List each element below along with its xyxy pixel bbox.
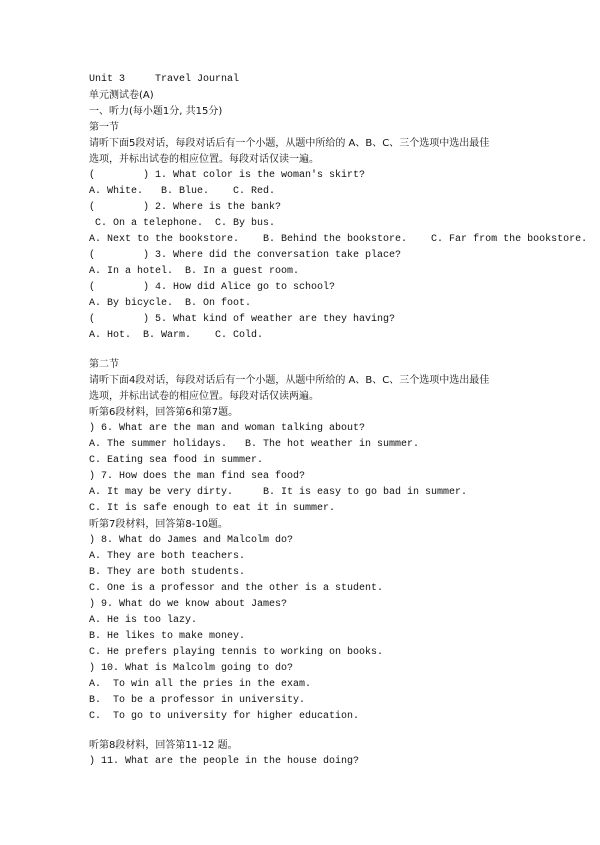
question-6: ) 6. What are the man and woman talking about? (89, 423, 366, 434)
question-9-option-a: A. He is too lazy. (89, 615, 198, 626)
question-8-option-c: C. One is a professor and the other is a student. (89, 583, 384, 594)
part2-heading: 第二节 (89, 359, 119, 370)
unit-title: Unit 3 Travel Journal (89, 74, 240, 85)
part1-instruction-line2: 选项，并标出试卷的相应位置。每段对话仅读一遍。 (89, 154, 319, 165)
question-2-options-b: A. Next to the bookstore. B. Behind the bookstore. C. Far from the bookstore. (89, 234, 588, 245)
part2-instruction-line2: 选项，并标出试卷的相应位置。每段对话仅读两遍。 (89, 391, 319, 402)
test-subtitle: 单元测试卷(A) (89, 90, 154, 101)
question-10-option-c: C. To go to university for higher education. (89, 711, 360, 722)
question-6-options-ab: A. The summer holidays. B. The hot weather in summer. (89, 439, 420, 450)
question-3-options: A. In a hotel. B. In a guest room. (89, 266, 300, 277)
question-9: ) 9. What do we know about James? (89, 599, 288, 610)
question-10-option-a: A. To win all the pries in the exam. (89, 679, 312, 690)
question-4-options: A. By bicycle. B. On foot. (89, 298, 252, 309)
question-1-options: A. White. B. Blue. C. Red. (89, 186, 276, 197)
question-3: ( ) 3. Where did the conversation take place? (89, 250, 402, 261)
question-8: ) 8. What do James and Malcolm do? (89, 535, 294, 546)
material-8-heading: 听第8段材料，回答第11-12 题。 (89, 740, 238, 751)
part1-heading: 第一节 (89, 122, 119, 133)
material-6-heading: 听第6段材料，回答第6和第7题。 (89, 407, 239, 418)
part1-instruction-line1: 请听下面5段对话，每段对话后有一个小题，从题中所给的 A、B、C、三个选项中选出最佳 (89, 138, 490, 149)
part2-instruction-line1: 请听下面4段对话，每段对话后有一个小题，从题中所给的 A、B、C、三个选项中选出最佳 (89, 375, 490, 386)
question-4: ( ) 4. How did Alice go to school? (89, 282, 336, 293)
question-2: ( ) 2. Where is the bank? (89, 202, 282, 213)
question-5: ( ) 5. What kind of weather are they having? (89, 314, 396, 325)
question-8-option-a: A. They are both teachers. (89, 551, 246, 562)
question-8-option-b: B. They are both students. (89, 567, 246, 578)
question-10: ) 10. What is Malcolm going to do? (89, 663, 294, 674)
question-1: ( ) 1. What color is the woman's skirt? (89, 170, 366, 181)
question-11: ) 11. What are the people in the house doing? (89, 756, 360, 767)
question-7: ) 7. How does the man find sea food? (89, 471, 306, 482)
question-10-option-b: B. To be a professor in university. (89, 695, 306, 706)
question-7-options-ab: A. It may be very dirty. B. It is easy to go bad in summer. (89, 487, 468, 498)
question-9-option-c: C. He prefers playing tennis to working on books. (89, 647, 384, 658)
question-2-options-a: C. On a telephone. C. By bus. (89, 218, 276, 229)
question-5-options: A. Hot. B. Warm. C. Cold. (89, 330, 264, 341)
question-9-option-b: B. He likes to make money. (89, 631, 246, 642)
question-7-option-c: C. It is safe enough to eat it in summer. (89, 503, 336, 514)
section-heading: 一、听力(每小题1分, 共15分) (89, 106, 223, 117)
question-6-option-c: C. Eating sea food in summer. (89, 455, 264, 466)
material-7-heading: 听第7段材料，回答第8-10题。 (89, 519, 229, 530)
